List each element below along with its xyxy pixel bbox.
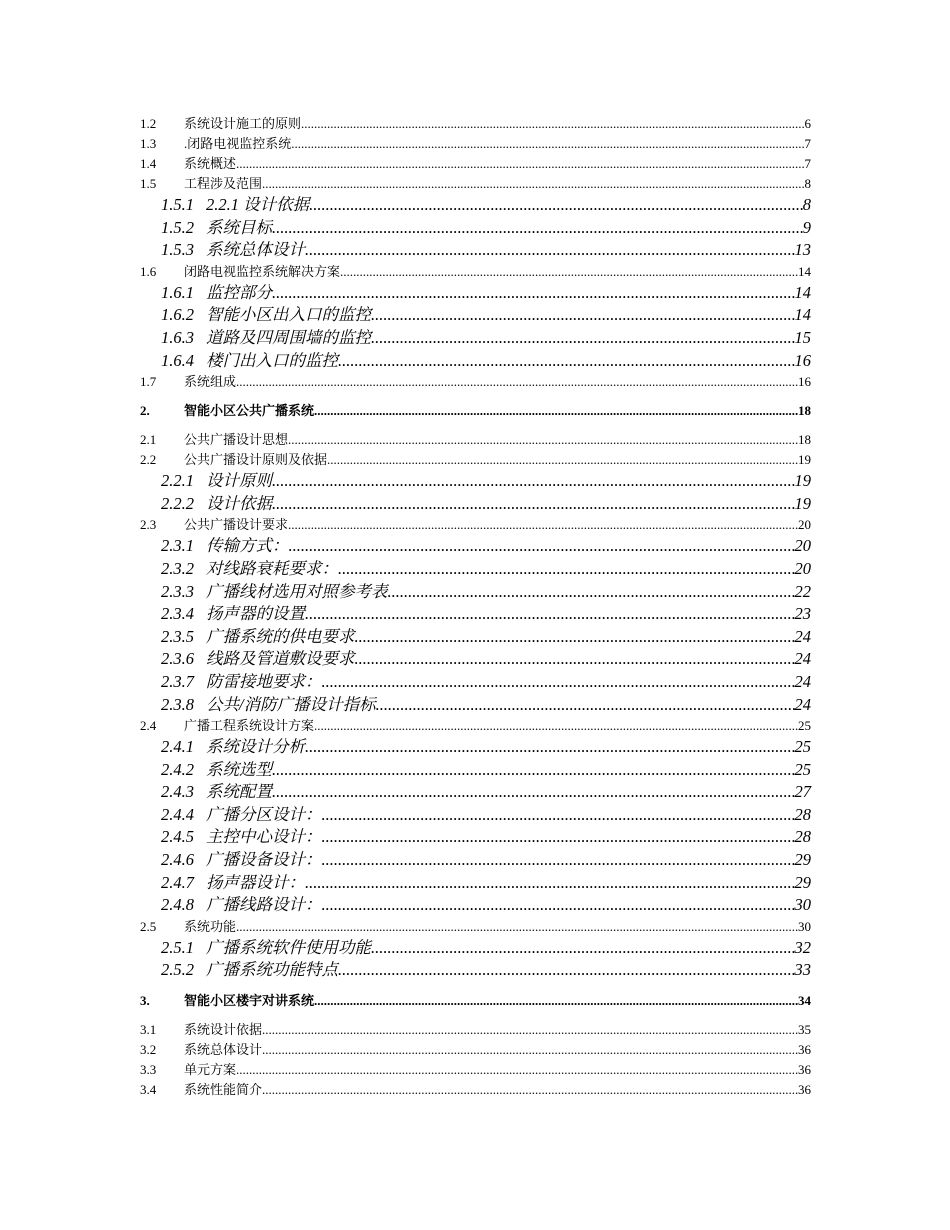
toc-entry-number: 1.5.1 xyxy=(161,195,194,214)
toc-leader-dots xyxy=(236,917,798,937)
toc-leader-dots xyxy=(327,450,798,470)
toc-entry[interactable] xyxy=(140,430,811,450)
toc-leader-dots xyxy=(371,327,795,350)
toc-entry-page: 35 xyxy=(798,1022,811,1038)
toc-entry-number: 2.2 xyxy=(140,452,157,468)
toc-leader-dots xyxy=(272,781,795,804)
toc-entry[interactable] xyxy=(140,450,811,470)
toc-entry-page: 19 xyxy=(794,471,811,491)
toc-entry-number: 2. xyxy=(140,403,150,419)
toc-entry[interactable] xyxy=(140,515,811,535)
toc-entry-title: 系统功能 xyxy=(184,918,237,934)
toc-entry-title: 对线路衰耗要求： xyxy=(206,558,338,578)
toc-entry-page: 33 xyxy=(794,960,811,980)
toc-entry-number: 1.6.1 xyxy=(161,282,194,302)
toc-entry-title: 传输方式： xyxy=(206,536,289,556)
toc-entry[interactable] xyxy=(140,648,811,671)
toc-entry-number: 3.3 xyxy=(140,1062,157,1078)
toc-entry[interactable] xyxy=(140,1020,811,1040)
toc-entry-number: 2.2.2 xyxy=(161,493,194,513)
toc-entry-number: 1.6.4 xyxy=(161,350,194,370)
toc-entry[interactable] xyxy=(140,262,811,282)
toc-entry-title: 系统配置 xyxy=(206,782,272,802)
toc-leader-dots xyxy=(305,872,795,895)
toc-leader-dots xyxy=(305,736,795,759)
toc-entry-title: 系统设计分析 xyxy=(206,737,305,757)
toc-leader-dots xyxy=(309,194,803,217)
toc-entry-page: 22 xyxy=(794,581,811,601)
toc-entry-number: 2.2.1 xyxy=(161,471,194,491)
toc-entry[interactable] xyxy=(140,350,811,373)
toc-entry-page: 9 xyxy=(802,217,811,237)
toc-leader-dots xyxy=(314,401,798,421)
toc-leader-dots xyxy=(371,304,795,327)
toc-entry[interactable] xyxy=(140,470,811,493)
toc-entry-page: 25 xyxy=(794,737,811,757)
toc-entry-number: 2.3.5 xyxy=(161,626,194,646)
toc-entry-title: 楼门出入口的监控 xyxy=(206,350,338,370)
toc-entry[interactable] xyxy=(140,327,811,350)
toc-entry[interactable] xyxy=(140,535,811,558)
toc-entry-page: 20 xyxy=(794,536,811,556)
toc-entry-page: 36 xyxy=(798,1042,811,1058)
toc-entry-number: 3.1 xyxy=(140,1022,157,1038)
toc-entry-page: 23 xyxy=(794,604,811,624)
toc-leader-dots xyxy=(262,174,804,194)
toc-entry-title: 广播设备设计： xyxy=(206,850,322,870)
toc-entry[interactable] xyxy=(140,959,811,982)
toc-entry-title: 公共广播设计要求 xyxy=(184,517,289,533)
toc-entry[interactable] xyxy=(140,603,811,626)
toc-entry-number: 2.4.8 xyxy=(161,895,194,915)
toc-entry-page: 6 xyxy=(804,116,811,131)
toc-leader-dots xyxy=(272,759,795,782)
toc-leader-dots xyxy=(371,937,795,960)
toc-entry[interactable] xyxy=(140,671,811,694)
toc-entry-title: 系统性能简介 xyxy=(184,1082,263,1098)
toc-entry-title: 设计原则 xyxy=(206,471,272,491)
toc-entry-page: 14 xyxy=(794,282,811,302)
toc-leader-dots xyxy=(314,716,798,736)
toc-leader-dots xyxy=(272,493,795,516)
toc-entry-title: 系统总体设计 xyxy=(184,1042,263,1058)
toc-entry-title: 智能小区出入口的监控 xyxy=(206,305,371,325)
toc-entry-title: 闭路电视监控系统解决方案 xyxy=(184,263,341,279)
toc-entry-number: 2.4.4 xyxy=(161,804,194,824)
toc-leader-dots xyxy=(272,217,803,240)
toc-entry[interactable] xyxy=(140,1040,811,1060)
toc-leader-dots xyxy=(322,804,795,827)
toc-entry[interactable] xyxy=(140,849,811,872)
toc-entry-title: 系统设计依据 xyxy=(184,1022,263,1038)
toc-entry-page: 14 xyxy=(798,263,811,279)
toc-entry-title: 广播工程系统设计方案 xyxy=(184,718,315,734)
toc-entry-page: 29 xyxy=(794,872,811,892)
toc-entry-title: 广播系统的供电要求 xyxy=(206,626,355,646)
toc-entry-number: 2.4.6 xyxy=(161,850,194,870)
toc-entry-title: 系统总体设计 xyxy=(206,240,305,260)
toc-entry-number: 1.5.3 xyxy=(161,240,194,260)
toc-entry[interactable] xyxy=(140,282,811,305)
toc-entry-page: 32 xyxy=(794,937,811,957)
toc-entry-title: 广播系统功能特点 xyxy=(206,960,338,980)
toc-entry-page: 20 xyxy=(794,558,811,578)
toc-entry-number: 2.5 xyxy=(140,918,157,934)
toc-leader-dots xyxy=(340,262,798,282)
toc-entry[interactable] xyxy=(140,1060,811,1080)
toc-entry-page: 19 xyxy=(794,493,811,513)
toc-entry-title: 广播线材选用对照参考表 xyxy=(206,581,388,601)
toc-entry[interactable] xyxy=(140,581,811,604)
toc-entry-title: 监控部分 xyxy=(206,282,272,302)
toc-entry-page: 20 xyxy=(798,517,811,533)
toc-leader-dots xyxy=(305,239,795,262)
toc-entry-title: 广播系统软件使用功能 xyxy=(206,937,371,957)
toc-entry-number: 2.3 xyxy=(140,517,157,533)
toc-entry-number: 2.3.3 xyxy=(161,581,194,601)
toc-entry[interactable] xyxy=(140,759,811,782)
toc-leader-dots xyxy=(338,558,795,581)
toc-entry-title: 系统目标 xyxy=(206,217,272,237)
toc-entry-page: 7 xyxy=(804,136,811,151)
toc-entry[interactable] xyxy=(140,804,811,827)
toc-entry[interactable] xyxy=(140,401,811,421)
toc-entry-page: 29 xyxy=(794,850,811,870)
toc-entry-number: 3.2 xyxy=(140,1042,157,1058)
toc-entry-page: 36 xyxy=(798,1062,811,1078)
toc-leader-dots xyxy=(289,535,795,558)
toc-entry-title: 系统概述 xyxy=(184,156,237,171)
toc-leader-dots xyxy=(301,114,804,134)
toc-entry-number: 3.4 xyxy=(140,1082,157,1098)
toc-entry-page: 25 xyxy=(794,759,811,779)
toc-entry-title: 扬声器的设置 xyxy=(206,604,305,624)
toc-entry[interactable] xyxy=(140,872,811,895)
toc-entry-page: 30 xyxy=(794,895,811,915)
toc-entry-page: 18 xyxy=(798,432,811,448)
toc-entry[interactable] xyxy=(140,134,811,154)
toc-entry-title: 设计依据 xyxy=(206,493,272,513)
toc-entry-page: 8 xyxy=(804,176,811,191)
toc-entry-title: 广播线路设计： xyxy=(206,895,322,915)
toc-entry-page: 30 xyxy=(798,918,811,934)
toc-entry-number: 2.3.4 xyxy=(161,604,194,624)
toc-leader-dots xyxy=(272,470,795,493)
toc-entry[interactable] xyxy=(140,304,811,327)
toc-entry-number: 1.6.3 xyxy=(161,327,194,347)
toc-entry-title: 智能小区公共广播系统 xyxy=(184,403,315,419)
toc-entry[interactable] xyxy=(140,694,811,717)
toc-entry-title: 线路及管道敷设要求 xyxy=(206,649,355,669)
toc-entry-title: 工程涉及范围 xyxy=(184,176,263,191)
toc-entry-page: 13 xyxy=(794,240,811,260)
toc-leader-dots xyxy=(272,282,795,305)
toc-entry-title: 单元方案 xyxy=(184,1062,237,1078)
toc-entry-title: 公共/消防广播设计指标 xyxy=(206,694,376,714)
toc-entry-number: 2.1 xyxy=(140,432,157,448)
toc-entry[interactable] xyxy=(140,736,811,759)
toc-entry-page: 24 xyxy=(794,671,811,691)
table-of-contents xyxy=(140,114,811,1100)
toc-entry-number: 2.5.1 xyxy=(161,937,194,957)
toc-entry-title: 公共广播设计原则及依据 xyxy=(184,452,328,468)
toc-leader-dots xyxy=(262,1040,798,1060)
toc-entry-title: 智能小区楼宇对讲系统 xyxy=(184,993,315,1009)
toc-entry-number: 2.3.2 xyxy=(161,558,194,578)
toc-entry[interactable] xyxy=(140,894,811,917)
toc-entry-page: 24 xyxy=(794,626,811,646)
toc-entry-number: 1.5.2 xyxy=(161,217,194,237)
toc-entry-page: 14 xyxy=(794,305,811,325)
toc-entry-title: 主控中心设计： xyxy=(206,827,322,847)
toc-entry-page: 19 xyxy=(798,452,811,468)
toc-entry-page: 36 xyxy=(798,1082,811,1098)
toc-entry[interactable] xyxy=(140,154,811,174)
toc-entry-page: 27 xyxy=(794,782,811,802)
toc-entry-number: 1.4 xyxy=(140,156,157,171)
toc-entry-number: 2.3.7 xyxy=(161,671,194,691)
toc-entry-number: 1.6.2 xyxy=(161,305,194,325)
toc-entry-number: 1.5 xyxy=(140,176,157,191)
toc-entry[interactable] xyxy=(140,937,811,960)
toc-leader-dots xyxy=(305,603,795,626)
toc-entry[interactable] xyxy=(140,194,811,217)
toc-entry-number: 2.5.2 xyxy=(161,960,194,980)
toc-entry-title: 广播分区设计： xyxy=(206,804,322,824)
toc-leader-dots xyxy=(355,626,795,649)
toc-entry[interactable] xyxy=(140,217,811,240)
toc-entry-page: 24 xyxy=(794,649,811,669)
toc-entry-page: 7 xyxy=(804,156,811,171)
toc-leader-dots xyxy=(314,991,798,1011)
toc-entry-number: 2.4.3 xyxy=(161,782,194,802)
toc-entry-number: 2.3.1 xyxy=(161,536,194,556)
toc-entry-number: 3. xyxy=(140,993,150,1009)
toc-entry-number: 2.4.7 xyxy=(161,872,194,892)
toc-entry-page: 24 xyxy=(794,694,811,714)
toc-leader-dots xyxy=(236,1060,798,1080)
toc-entry[interactable] xyxy=(140,114,811,134)
toc-entry-page: 15 xyxy=(794,327,811,347)
toc-entry-number: 1.2 xyxy=(140,116,157,131)
toc-entry-title: 公共广播设计思想 xyxy=(184,432,289,448)
toc-entry-number: 2.4.2 xyxy=(161,759,194,779)
toc-entry-page: 16 xyxy=(798,374,811,390)
toc-entry-number: 2.4 xyxy=(140,718,157,734)
toc-entry[interactable] xyxy=(140,626,811,649)
toc-leader-dots xyxy=(322,849,795,872)
toc-entry-title: 系统设计施工的原则 xyxy=(184,116,302,131)
toc-leader-dots xyxy=(322,894,795,917)
toc-entry[interactable] xyxy=(140,826,811,849)
toc-leader-dots xyxy=(338,959,795,982)
toc-entry[interactable] xyxy=(140,716,811,736)
toc-entry-title: .闭路电视监控系统 xyxy=(184,136,292,151)
toc-leader-dots xyxy=(262,1080,798,1100)
toc-leader-dots xyxy=(236,154,804,174)
toc-entry-page: 16 xyxy=(794,350,811,370)
toc-leader-dots xyxy=(322,826,795,849)
toc-leader-dots xyxy=(291,134,804,154)
toc-entry[interactable] xyxy=(140,493,811,516)
toc-leader-dots xyxy=(262,1020,798,1040)
toc-entry-page: 25 xyxy=(798,718,811,734)
toc-entry-number: 1.6 xyxy=(140,263,157,279)
toc-entry-page: 8 xyxy=(802,195,811,214)
toc-entry-number: 2.3.8 xyxy=(161,694,194,714)
toc-entry-title: 2.2.1 设计依据 xyxy=(206,195,310,214)
toc-leader-dots xyxy=(322,671,795,694)
toc-entry-page: 34 xyxy=(798,993,811,1009)
toc-entry-number: 2.3.6 xyxy=(161,649,194,669)
toc-entry-title: 扬声器设计： xyxy=(206,872,305,892)
toc-entry[interactable] xyxy=(140,1080,811,1100)
toc-entry[interactable] xyxy=(140,558,811,581)
toc-leader-dots xyxy=(376,694,795,717)
toc-leader-dots xyxy=(388,581,795,604)
toc-entry-title: 系统组成 xyxy=(184,374,237,390)
toc-entry-number: 2.4.1 xyxy=(161,737,194,757)
toc-entry-page: 28 xyxy=(794,804,811,824)
toc-entry-title: 道路及四周围墙的监控 xyxy=(206,327,371,347)
toc-entry[interactable] xyxy=(140,239,811,262)
toc-entry-number: 2.4.5 xyxy=(161,827,194,847)
toc-entry[interactable] xyxy=(140,917,811,937)
toc-entry-number: 1.3 xyxy=(140,136,157,151)
toc-entry[interactable] xyxy=(140,372,811,392)
toc-entry[interactable] xyxy=(140,174,811,194)
toc-entry-title: 防雷接地要求： xyxy=(206,671,322,691)
toc-leader-dots xyxy=(338,350,795,373)
toc-entry[interactable] xyxy=(140,991,811,1011)
toc-leader-dots xyxy=(288,515,798,535)
toc-leader-dots xyxy=(355,648,795,671)
toc-entry-title: 系统选型 xyxy=(206,759,272,779)
toc-entry-page: 28 xyxy=(794,827,811,847)
toc-leader-dots xyxy=(236,372,798,392)
toc-entry-page: 18 xyxy=(798,403,811,419)
toc-leader-dots xyxy=(288,430,798,450)
toc-entry[interactable] xyxy=(140,781,811,804)
toc-entry-number: 1.7 xyxy=(140,374,157,390)
